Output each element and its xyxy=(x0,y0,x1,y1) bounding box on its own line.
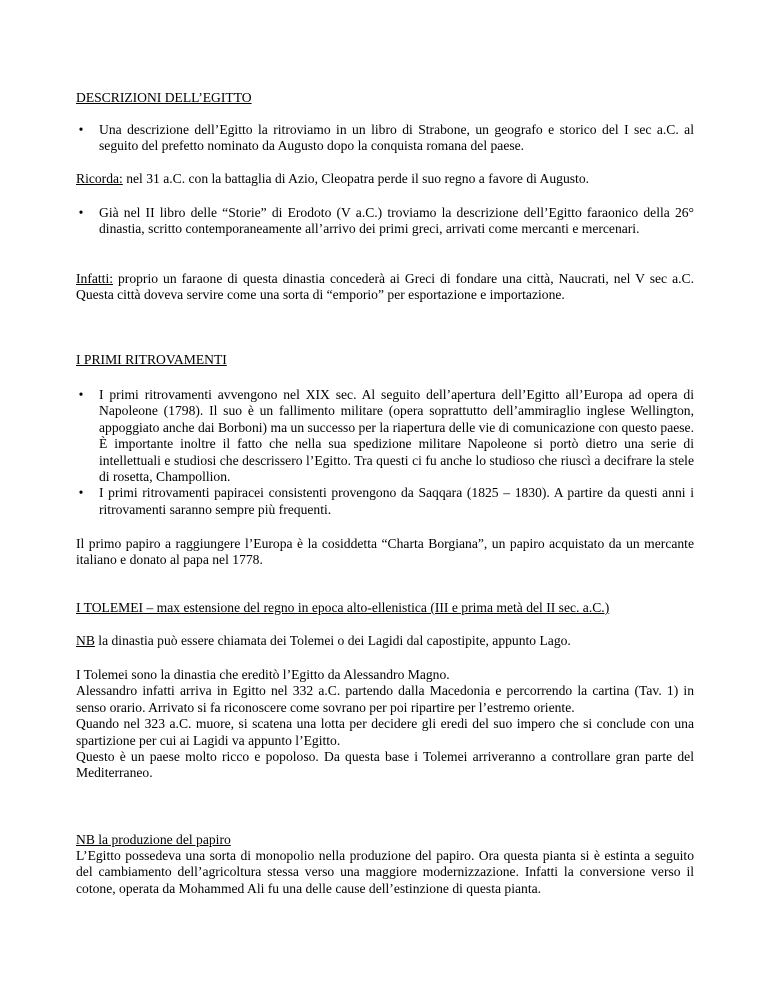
bullet-text: I primi ritrovamenti avvengono nel XIX sec. Al seguito dell’apertura dell’Egitto all’Europa ad opera di Napoleone (1798). Il suo è un fallimento militare (opera soprattutto dell’ammiraglio inglese Wellington, appoggiato anche dai Borboni) ma un successo per la riapertura delle vie di comunicazione con questo paese. È importante inoltre il fatto che nella sua spedizione militare Napoleone si portò dietro una serie di intellettuali e studiosi che descrissero l’Egitto. Tra questi ci fu anche lo studioso che riuscì a decifrare la stele di rosetta, Champollion. xyxy=(99,387,694,485)
ricorda-paragraph xyxy=(76,171,694,187)
paragraph: Quando nel 323 a.C. muore, si scatena una lotta per decidere gli eredi del suo impero che si conclude con una spartizione per cui ai Lagidi va appunto l’Egitto. xyxy=(76,716,694,748)
nb-text: la dinastia può essere chiamata dei Tolemei o dei Lagidi dal capostipite, appunto Lago. xyxy=(94,633,571,648)
section-heading-ritrovamenti: I PRIMI RITROVAMENTI xyxy=(76,352,227,367)
paragraph: Questo è un paese molto ricco e popoloso. Da questa base i Tolemei arriveranno a controllare gran parte del Mediterraneo. xyxy=(76,749,694,781)
section-heading-tolemei: I TOLEMEI – max estensione del regno in epoca alto-ellenistica (III e prima metà del II sec. a.C.) xyxy=(76,600,610,615)
bullet-icon: • xyxy=(78,387,84,402)
bullet-text: Già nel II libro delle “Storie” di Erodoto (V a.C.) troviamo la descrizione dell’Egitto faraonico della 26° dinastia, scritto contemporaneamente all’arrivo dei primi greci, arrivati come mercanti e mercenari. xyxy=(99,205,694,237)
section-heading-descrizioni: DESCRIZIONI DELL’EGITTO xyxy=(76,90,252,105)
tolemei-body xyxy=(76,667,694,782)
infatti-label: Infatti: xyxy=(76,271,113,286)
paragraph: Alessandro infatti arriva in Egitto nel 332 a.C. partendo dalla Macedonia e percorrendo la cartina (Tav. 1) in senso orario. Arrivato si fa riconoscere come sovrano per poi ripartire per l’estremo oriente. xyxy=(76,683,694,715)
paragraph: I Tolemei sono la dinastia che ereditò l’Egitto da Alessandro Magno. xyxy=(76,667,450,682)
ricorda-label: Ricorda: xyxy=(76,171,123,186)
bullet-text: Una descrizione dell’Egitto la ritroviamo in un libro di Strabone, un geografo e storico del I sec a.C. al seguito del prefetto nominato da Augusto dopo la conquista romana del paese. xyxy=(99,122,694,154)
bullet-icon: • xyxy=(78,485,84,501)
list-item xyxy=(78,205,694,238)
charta-borgiana-paragraph: Il primo papiro a raggiungere l’Europa è la cosiddetta “Charta Borgiana”, un papiro acquistato da un mercante italiano e donato al papa nel 1778. xyxy=(76,536,694,568)
bullet-icon: • xyxy=(78,122,84,137)
bullet-list-descrizioni-1 xyxy=(78,122,694,155)
papiro-paragraph: L’Egitto possedeva una sorta di monopolio nella produzione del papiro. Ora questa pianta si è estinta a seguito del cambiamento dell’agricoltura stessa verso una maggiore modernizzazione. Infatti la conversione verso il cotone, operata da Mohammed Ali fu una delle cause dell’estinzione di questa pianta. xyxy=(76,848,694,896)
bullet-text: I primi ritrovamenti papiracei consistenti provengono da Saqqara (1825 – 1830). A partire da questi anni i ritrovamenti saranno sempre più frequenti. xyxy=(99,485,694,517)
infatti-paragraph xyxy=(76,271,694,304)
ricorda-text: nel 31 a.C. con la battaglia di Azio, Cleopatra perde il suo regno a favore di Augusto. xyxy=(122,171,590,186)
infatti-text: proprio un faraone di questa dinastia concederà ai Greci di fondare una città, Naucrati, nel V sec a.C. Questa città doveva servire come una sorta di “emporio” per esportazione e importazione. xyxy=(76,271,694,303)
nb-papiro-heading: NB la produzione del papiro xyxy=(76,832,231,847)
bullet-list-descrizioni-2 xyxy=(78,205,694,238)
nb-lagidi-paragraph xyxy=(76,633,694,649)
bullet-list-ritrovamenti xyxy=(78,387,694,518)
list-item xyxy=(78,387,694,485)
list-item xyxy=(78,485,694,518)
list-item xyxy=(78,122,694,155)
nb-label: NB xyxy=(76,633,95,648)
bullet-icon: • xyxy=(78,205,84,220)
